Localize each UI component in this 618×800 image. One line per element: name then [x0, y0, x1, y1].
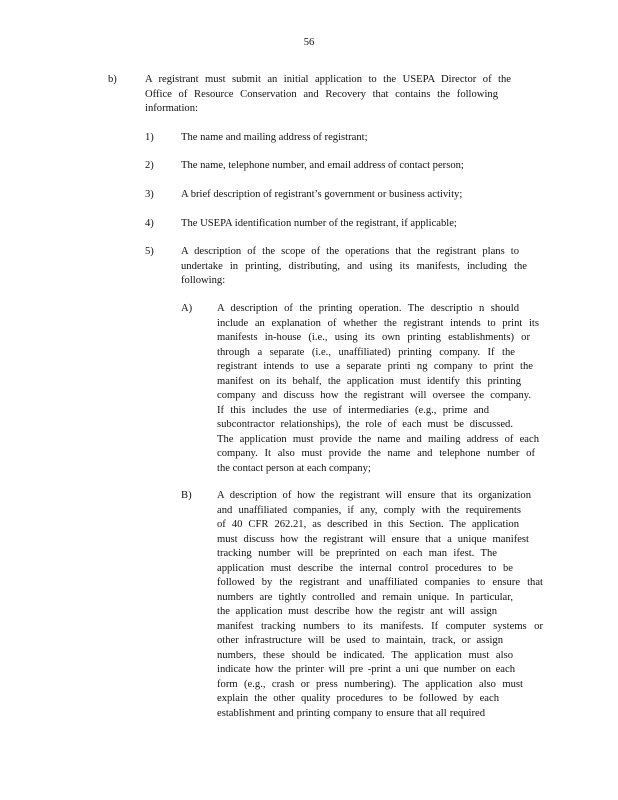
subitem-paragraph: [217, 489, 543, 721]
text-line: include an explanation of whether the registrant intends to print its: [217, 317, 539, 329]
list-item: [181, 245, 527, 289]
subitem-label: B): [181, 490, 192, 501]
text-line: the application must describe how the registr ant will assign: [217, 606, 497, 617]
text-line: A description of how the registrant will ensure that its organization: [217, 490, 531, 501]
text-line: company and discuss how the registrant will oversee the company.: [217, 390, 531, 401]
text-line: undertake in printing, distributing, and using its manifests, including the: [181, 260, 527, 272]
text-line: must discuss how the registrant will ensure that a unique manifest: [217, 533, 529, 545]
text-line: The name, telephone number, and email address of contact person;: [181, 160, 464, 171]
item-label: 4): [145, 218, 154, 229]
text-line: through a separate (i.e., unaffiliated) printing company. If the: [217, 346, 515, 358]
text-line: Office of Resource Conservation and Recovery that contains the following: [145, 88, 498, 100]
text-line: manifest tracking numbers to its manifests. If computer systems or: [217, 620, 543, 632]
text-line: indicate how the printer will pre -print a uni que number on each: [217, 664, 515, 675]
text-line: establishment and printing company to ensure that all required: [217, 707, 485, 719]
text-line: registrant intends to use a separate printi ng company to print the: [217, 361, 533, 372]
item-label: 3): [145, 189, 154, 200]
text-line: A brief description of registrant’s government or business activity;: [181, 189, 463, 200]
section-intro-paragraph: [145, 73, 511, 117]
text-line: of 40 CFR 262.21, as described in this Section. The application: [217, 519, 519, 530]
subitem-label: A): [181, 303, 193, 314]
text-line: form (e.g., crash or press numbering). The application also must: [217, 678, 523, 690]
text-line: followed by the registrant and unaffiliated companies to ensure that: [217, 577, 543, 588]
text-line: The name and mailing address of registrant;: [181, 132, 368, 143]
text-line: manifests in-house (i.e., using its own printing establishments) or: [217, 332, 530, 343]
text-line: numbers, these should be indicated. The application must also: [217, 649, 513, 661]
item-label: 1): [145, 132, 154, 143]
text-line: tracking number will be preprinted on each man ifest. The: [217, 548, 497, 559]
text-line: The USEPA identification number of the registrant, if applicable;: [181, 218, 457, 229]
text-line: If this includes the use of intermediaries (e.g., prime and: [217, 404, 489, 416]
list-item: [181, 188, 511, 203]
text-line: application must describe the internal control procedures to be: [217, 562, 513, 574]
text-line: The application must provide the name and mailing address of each: [217, 433, 539, 445]
list-item: [181, 217, 511, 232]
text-line: and unaffiliated companies, if any, comply with the requirements: [217, 504, 521, 516]
text-line: numbers are tightly controlled and remain unique. In particular,: [217, 591, 513, 603]
text-line: A description of the scope of the operations that the registrant plans to: [181, 246, 519, 257]
subitem-paragraph: [217, 302, 539, 476]
list-item: [181, 131, 511, 146]
text-line: information:: [145, 103, 198, 114]
text-line: A registrant must submit an initial application to the USEPA Director of the: [145, 74, 511, 85]
text-line: subcontractor relationships), the role of each must be discussed.: [217, 419, 513, 430]
list-item: [181, 159, 511, 174]
text-line: company. It also must provide the name and telephone number of: [217, 448, 535, 459]
text-line: following:: [181, 275, 226, 286]
text-line: the contact person at each company;: [217, 462, 371, 474]
text-line: explain the other quality procedures to be followed by each: [217, 693, 499, 704]
text-line: other infrastructure will be used to maintain, track, or assign: [217, 635, 503, 646]
item-label: 2): [145, 160, 154, 171]
text-line: A description of the printing operation. The descriptio n should: [217, 303, 519, 314]
section-label: b): [108, 74, 117, 85]
item-label: 5): [145, 246, 154, 257]
page-number: 56: [303, 37, 315, 48]
text-line: manifest on its behalf, the application must identify this printing: [217, 375, 521, 387]
